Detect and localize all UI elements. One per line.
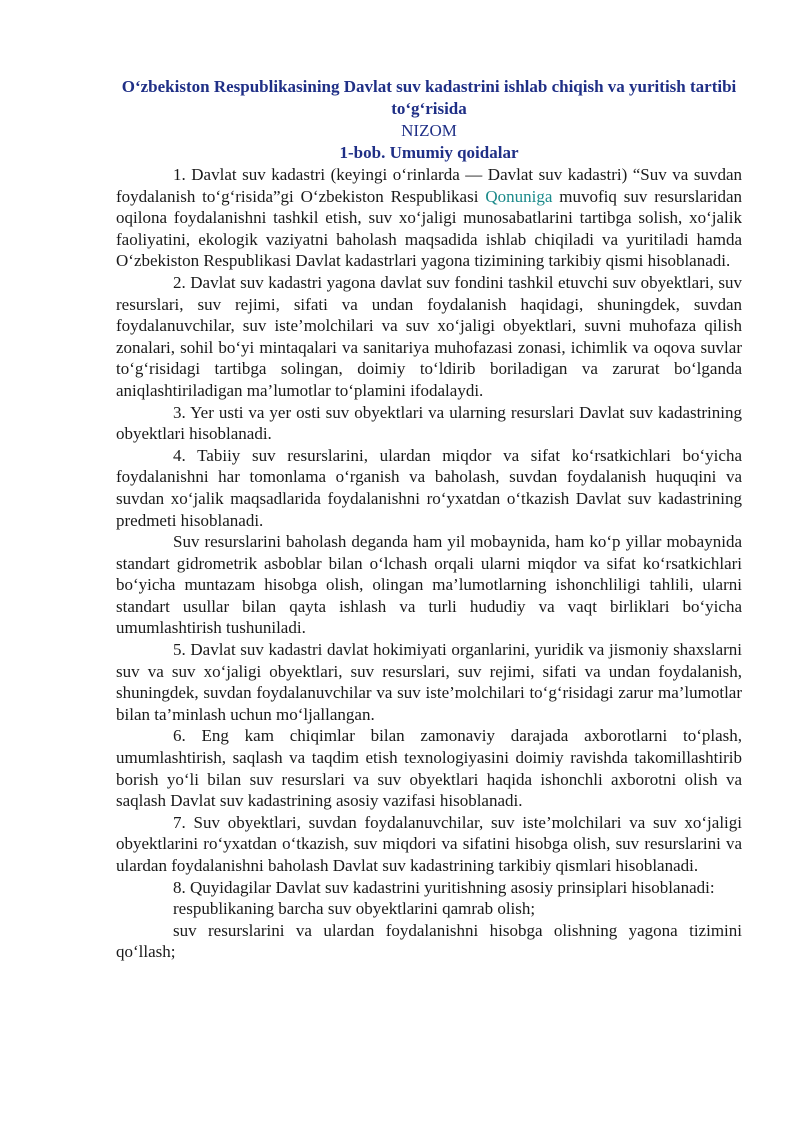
paragraph-7: 7. Suv obyektlari, suvdan foydalanuvchilar, suv iste’molchilari va suv xo‘jaligi obyektlarini ro‘yxatdan o‘tkazish, suv miqdori va sifatini hisobga olish, suv resurslarini va ulardan foydalanishni baholash Davlat suv kadastrining tarkibiy qismlari hisoblanadi. xyxy=(116,812,742,875)
list-item-2: suv resurslarini va ulardan foydalanishni hisobga olishning yagona tizimini qo‘llash; xyxy=(116,920,742,962)
paragraph-1 xyxy=(116,164,742,272)
list-item-1: respublikaning barcha suv obyektlarini qamrab olish; xyxy=(173,899,536,919)
paragraph-1-text-after: muvofiq suv resurslaridan oqilona foydalanishni tashkil etish, suv xo‘jaligi munosabatlarini tartibga solish, xo‘jalik faoliyatini, ekologik vaziyatni baholash maqsadida ishlab chiqiladi va yuritiladi hamda O‘zbekiston Respublikasi Davlat kadastrlari yagona tizimining tarkibiy qismi hisoblanadi. xyxy=(116,186,742,271)
paragraph-8: 8. Quyidagilar Davlat suv kadastrini yuritishning asosiy prinsiplari hisoblanadi: xyxy=(173,877,715,897)
paragraph-3: 3. Yer usti va yer osti suv obyektlari va ularning resurslari Davlat suv kadastrining obyektlari hisoblanadi. xyxy=(116,402,742,444)
law-link[interactable]: Qonuniga xyxy=(485,186,553,206)
paragraph-1-text-before: 1. Davlat suv kadastri (keyingi o‘rinlarda — Davlat suv kadastri) “Suv va suvdan foydalanish to‘g‘risida”gi O‘zbekiston Respublikasi xyxy=(116,165,742,206)
paragraph-6: 6. Eng kam chiqimlar bilan zamonaviy darajada axborotlarni to‘plash, umumlashtirish, saqlash va taqdim etish texnologiyasini doimiy ravishda takomillashtirib borish yo‘li bilan suv resurslari va suv obyektlari haqida ishonchli axborotni olish va saqlash Davlat suv kadastrining asosiy vazifasi hisoblanadi. xyxy=(116,726,742,811)
chapter-title: 1-bob. Umumiy qoidalar xyxy=(339,143,519,162)
paragraph-2: 2. Davlat suv kadastri yagona davlat suv fondini tashkil etuvchi suv obyektlari, suv resurslari, suv rejimi, sifati va undan foydalanish haqidagi, shuningdek, suvdan foydalanuvchilar, suv iste’molchilari va suv xo‘jaligi obyektlari, suvni muhofaza qilish zonalari, sohil bo‘yi mintaqalari va sanitariya muhofazasi zonasi, ichimlik va oqova suvlar to‘g‘risidagi tartibga solingan, doimiy to‘ldirib boriladigan va zarurat bo‘lganda aniqlashtiriladigan ma’lumotlar to‘plamini ifodalaydi. xyxy=(116,272,742,400)
paragraph-5: 5. Davlat suv kadastri davlat hokimiyati organlarini, yuridik va jismoniy shaxslarni suv va suv xo‘jaligi obyektlari, suv resurslari, suv rejimi, sifati va undan foydalanish, shuningdek, suvdan foydalanuvchilar va suv iste’molchilari to‘g‘risidagi zarur ma’lumotlar bilan ta’minlash uchun mo‘ljallangan. xyxy=(116,640,742,724)
document-title: O‘zbekiston Respublikasining Davlat suv kadastrini ishlab chiqish va yuritish tartibi to‘g‘risida xyxy=(121,77,737,118)
paragraph-4: 4. Tabiiy suv resurslarini, ulardan miqdor va sifat ko‘rsatkichlari bo‘yicha foydalanishni har tomonlama o‘rganish va baholash, suvdan foydalanish huquqini va suvdan xo‘jalik maqsadlarida foydalanishni ro‘yxatdan o‘tkazish Davlat suv kadastrining predmeti hisoblanadi. xyxy=(116,445,742,530)
document-subtitle: NIZOM xyxy=(401,121,457,140)
paragraph-4-continuation: Suv resurslarini baholash deganda ham yil mobaynida, ham ko‘p yillar mobaynida standart gidrometrik asboblar bilan o‘lchash orqali ularni miqdor va sifat ko‘rsatkichlari bo‘yicha muntazam hisobga olish, olingan ma’lumotlarning ishonchliligi tahlili, ularni standart usullar bilan qayta ishlash va turli hududiy va vaqt birliklari bo‘yicha umumlashtirish tushuniladi. xyxy=(116,532,742,638)
